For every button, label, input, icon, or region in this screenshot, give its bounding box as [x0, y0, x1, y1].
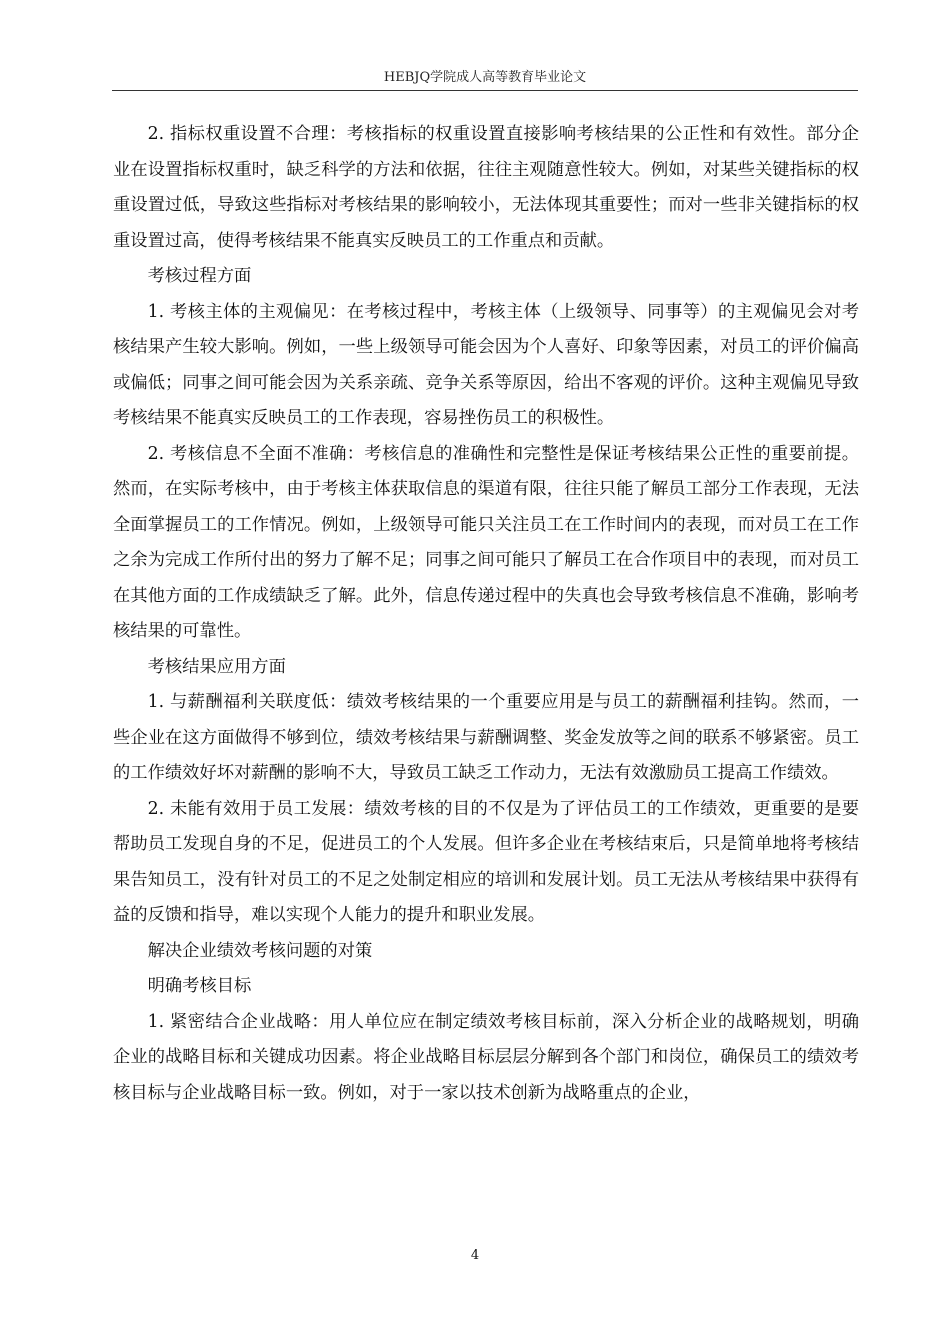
section-heading: 明确考核目标 [147, 976, 252, 996]
paragraph: 1. 与薪酬福利关联度低：绩效考核结果的一个重要应用是与员工的薪酬福利挂钩。然而，一些企业在这方面做得不够到位，绩效考核结果与薪酬调整、奖金发放等之间的联系不够紧密。员工的工作绩效好坏对薪酬的影响不大，导致员工缺乏工作动力，无法有效激励员工提高工作绩效。 [113, 692, 859, 783]
paragraph: 1. 考核主体的主观偏见：在考核过程中，考核主体（上级领导、同事等）的主观偏见会对考核结果产生较大影响。例如，一些上级领导可能会因为个人喜好、印象等因素，对员工的评价偏高或偏低；同事之间可能会因为关系亲疏、竞争关系等原因，给出不客观的评价。这种主观偏见导致考核结果不能真实反映员工的工作表现，容易挫伤员工的积极性。 [113, 301, 859, 428]
page-number: 4 [470, 1248, 480, 1263]
paragraph: 2. 考核信息不全面不准确：考核信息的准确性和完整性是保证考核结果公正性的重要前提。然而，在实际考核中，由于考核主体获取信息的渠道有限，往往只能了解员工部分工作表现，无法全面掌握员工的工作情况。例如，上级领导可能只关注员工在工作时间内的表现，而对员工在工作之余为完成工作所付出的努力了解不足；同事之间可能只了解员工在合作项目中的表现，而对员工在其他方面的工作成绩缺乏了解。此外，信息传递过程中的失真也会导致考核信息不准确，影响考核结果的可靠性。 [113, 443, 859, 641]
page-header: HEBJQ学院成人高等教育毕业论文 [112, 66, 858, 91]
document-body [113, 117, 859, 1111]
paragraph: 1. 紧密结合企业战略：用人单位应在制定绩效考核目标前，深入分析企业的战略规划，明确企业的战略目标和关键成功因素。将企业战略目标层层分解到各个部门和岗位，确保员工的绩效考核目标与企业战略目标一致。例如，对于一家以技术创新为战略重点的企业， [113, 1011, 859, 1103]
section-heading: 考核过程方面 [147, 266, 252, 286]
paragraph: 2. 指标权重设置不合理：考核指标的权重设置直接影响考核结果的公正性和有效性。部分企业在设置指标权重时，缺乏科学的方法和依据，往往主观随意性较大。例如，对某些关键指标的权重设置过低，导致这些指标对考核结果的影响较小，无法体现其重要性；而对一些非关键指标的权重设置过高，使得考核结果不能真实反映员工的工作重点和贡献。 [113, 124, 859, 251]
section-heading: 考核结果应用方面 [147, 656, 286, 677]
section-heading: 解决企业绩效考核问题的对策 [147, 940, 373, 961]
paragraph: 2. 未能有效用于员工发展：绩效考核的目的不仅是为了评估员工的工作绩效，更重要的是要帮助员工发现自身的不足，促进员工的个人发展。但许多企业在考核结束后，只是简单地将考核结果告知员工，没有针对员工的不足之处制定相应的培训和发展计划。员工无法从考核结果中获得有益的反馈和指导，难以实现个人能力的提升和职业发展。 [113, 798, 859, 925]
